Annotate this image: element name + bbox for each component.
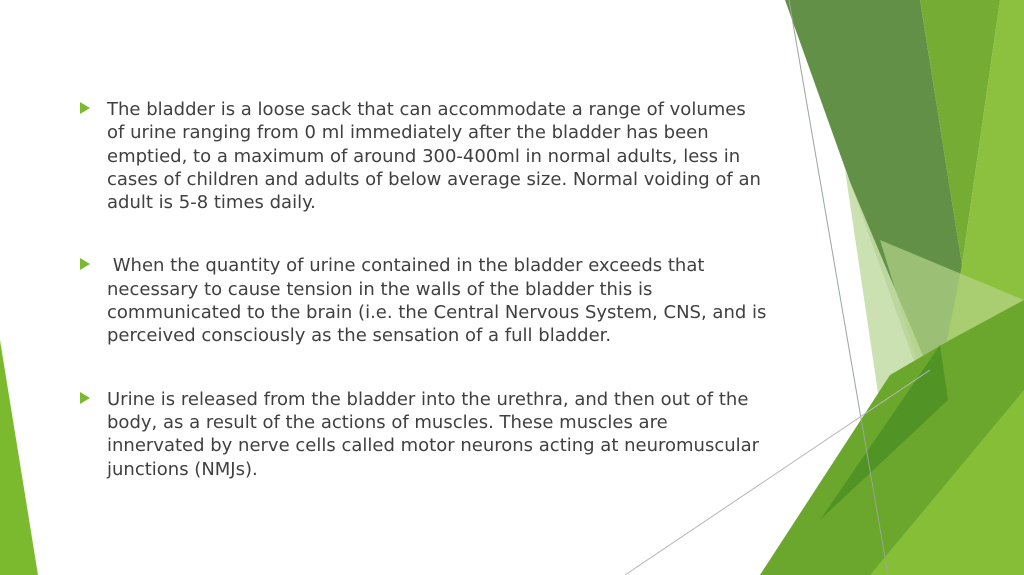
- bullet-item: [78, 254, 773, 347]
- left-green-sliver: [0, 340, 38, 575]
- bullet-item: [78, 98, 768, 214]
- triangle-right-icon: [80, 392, 90, 404]
- triangle-right-icon: [80, 102, 90, 114]
- bullet-text: When the quantity of urine contained in the bladder exceeds that necessary to cause tension in the walls of the bladder this is communicated to the brain (i.e. the Central Nervous System, CNS, and is perceived consciously as the sensation of a full bladder.: [107, 255, 773, 347]
- bullet-list: [78, 98, 773, 481]
- triangle-right-icon: [80, 258, 90, 270]
- bullet-text: Urine is released from the bladder into the urethra, and then out of the body, as a result of the actions of muscles. These muscles are innervated by nerve cells called motor neurons acting at neuromuscular junctions (NMJs).: [107, 388, 765, 480]
- bullet-text: The bladder is a loose sack that can accommodate a range of volumes of urine ranging from 0 ml immediately after the bladder has been emptied, to a maximum of around 300-400ml in normal adults, less in cases of children and adults of below average size. Normal voiding of an adult is 5-8 times daily.: [107, 99, 767, 214]
- bullet-item: [78, 388, 768, 481]
